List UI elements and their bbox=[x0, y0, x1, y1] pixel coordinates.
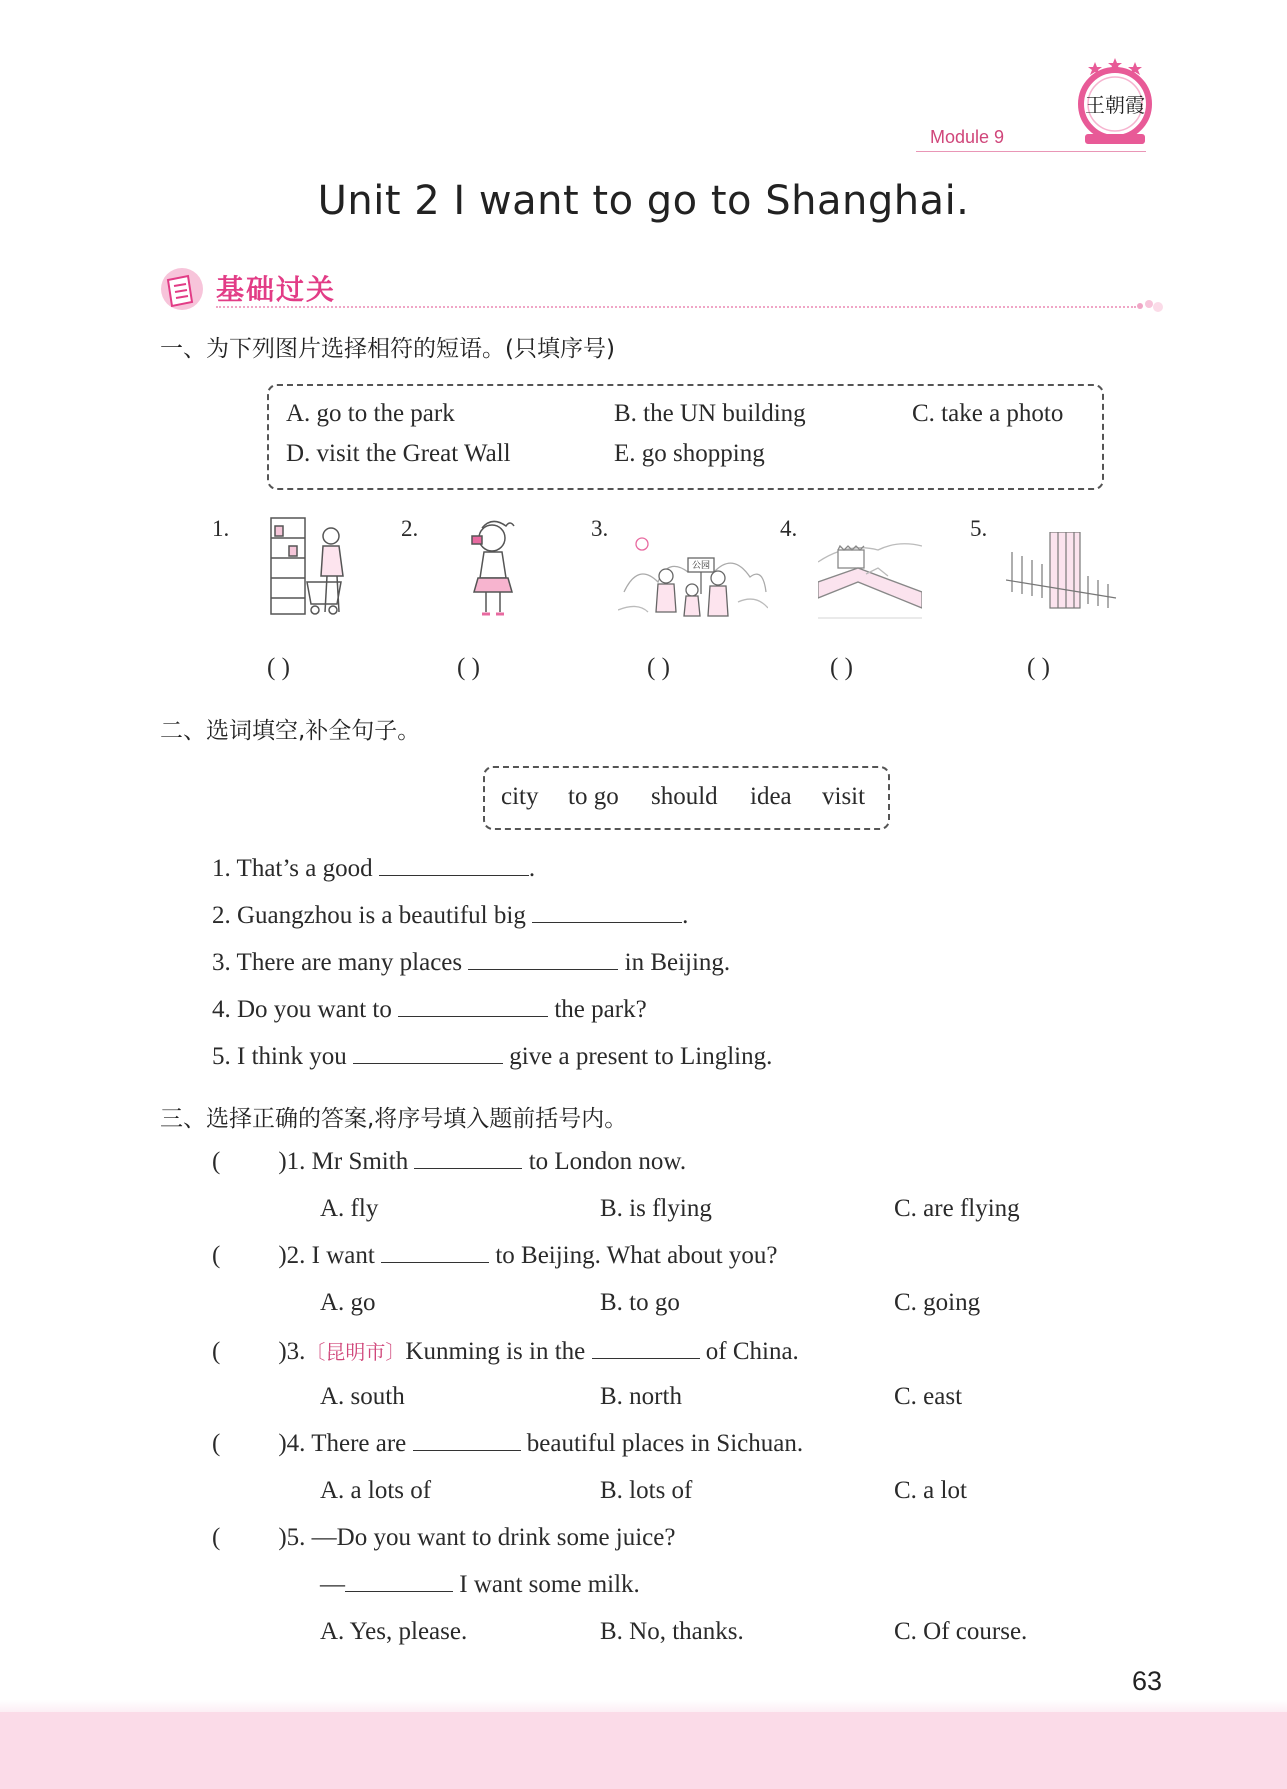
choice-b: B. lots of bbox=[600, 1477, 693, 1504]
word-bank-item: should bbox=[651, 783, 718, 810]
answer-paren-open[interactable]: ( bbox=[212, 1148, 221, 1175]
mc-question-4 bbox=[212, 1430, 803, 1458]
word-bank-item: city bbox=[501, 783, 539, 810]
photo-girl-picture bbox=[448, 512, 544, 622]
footer-band bbox=[0, 1712, 1287, 1789]
choice-c: C. Of course. bbox=[894, 1618, 1028, 1645]
answer-paren[interactable]: ( ) bbox=[457, 654, 480, 681]
option-c: C. take a photo bbox=[912, 400, 1064, 427]
q1-heading: 一、为下列图片选择相符的短语。(只填序号) bbox=[160, 336, 615, 362]
q2-heading: 二、选词填空,补全句子。 bbox=[160, 718, 421, 744]
choice-c: C. going bbox=[894, 1289, 981, 1316]
answer-blank[interactable] bbox=[379, 855, 529, 876]
page-number: 63 bbox=[1132, 1666, 1163, 1696]
question-text: Mr Smith bbox=[311, 1148, 409, 1175]
question-text: —Do you want to drink some juice? bbox=[311, 1524, 676, 1551]
answer-paren-open[interactable]: ( bbox=[212, 1242, 221, 1269]
answer-blank bbox=[381, 1242, 489, 1263]
choice-b: B. is flying bbox=[600, 1195, 712, 1222]
sentence-text: 5. I think you bbox=[212, 1043, 347, 1070]
sentence-text: 4. Do you want to bbox=[212, 996, 392, 1023]
choice-a: A. fly bbox=[320, 1195, 379, 1222]
word-bank-item: idea bbox=[750, 783, 792, 810]
module-label: Module 9 bbox=[930, 127, 1005, 147]
option-a: A. go to the park bbox=[286, 400, 455, 427]
word-bank-item: visit bbox=[822, 783, 866, 810]
question-number: )3. bbox=[278, 1338, 306, 1365]
sentence-text: . bbox=[682, 902, 689, 929]
picture-number: 5. bbox=[970, 516, 988, 541]
answer-blank[interactable] bbox=[532, 902, 682, 923]
great-wall-picture bbox=[818, 532, 922, 622]
answer-blank[interactable] bbox=[353, 1043, 503, 1064]
sentence-text: 2. Guangzhou is a beautiful big bbox=[212, 902, 526, 929]
mc-question-5 bbox=[212, 1524, 675, 1552]
q3-heading: 三、选择正确的答案,将序号填入题前括号内。 bbox=[160, 1106, 628, 1132]
question-text: to London now. bbox=[528, 1148, 687, 1175]
answer-blank[interactable] bbox=[468, 949, 618, 970]
question-text: to Beijing. What about you? bbox=[495, 1242, 778, 1269]
answer-paren-open[interactable]: ( bbox=[212, 1524, 221, 1551]
choice-c: C. are flying bbox=[894, 1195, 1020, 1222]
header-divider bbox=[916, 151, 1146, 152]
fill-sentence-3 bbox=[212, 949, 730, 977]
dash: — bbox=[320, 1571, 345, 1598]
choice-b: B. north bbox=[600, 1383, 682, 1410]
dialogue-reply bbox=[320, 1571, 640, 1599]
publisher-logo bbox=[1075, 58, 1155, 148]
svg-text:王朝霞: 王朝霞 bbox=[1085, 93, 1145, 117]
choice-a: A. Yes, please. bbox=[320, 1618, 468, 1645]
divider-end-dots bbox=[1134, 298, 1164, 314]
sentence-text: . bbox=[528, 855, 536, 882]
picture-number: 4. bbox=[780, 516, 798, 541]
choice-a: A. a lots of bbox=[320, 1477, 432, 1504]
fill-sentence-5 bbox=[212, 1043, 772, 1071]
page-title: Unit 2 I want to go to Shanghai. bbox=[317, 178, 970, 224]
picture-number: 1. bbox=[212, 516, 230, 541]
region-tag: 〔昆明市〕 bbox=[305, 1340, 406, 1364]
picture-number: 3. bbox=[591, 516, 609, 541]
option-e: E. go shopping bbox=[614, 440, 765, 467]
un-building-picture bbox=[1006, 532, 1118, 612]
mc-question-3 bbox=[212, 1336, 799, 1366]
section-icon bbox=[158, 266, 206, 312]
question-text: of China. bbox=[705, 1338, 799, 1365]
fill-sentence-1 bbox=[212, 855, 535, 883]
question-number: )4. bbox=[278, 1430, 306, 1457]
question-number: )1. bbox=[278, 1148, 306, 1175]
answer-paren[interactable]: ( ) bbox=[830, 654, 853, 681]
choice-a: A. south bbox=[320, 1383, 405, 1410]
word-bank-item: to go bbox=[568, 783, 619, 810]
mc-question-2 bbox=[212, 1242, 777, 1270]
answer-paren[interactable]: ( ) bbox=[647, 654, 670, 681]
question-text: There are bbox=[311, 1430, 407, 1457]
fill-sentence-2 bbox=[212, 902, 688, 930]
picture-number: 2. bbox=[401, 516, 419, 541]
shopping-picture bbox=[265, 512, 361, 622]
answer-blank bbox=[413, 1430, 521, 1451]
choice-a: A. go bbox=[320, 1289, 376, 1316]
park-sign: 公园 bbox=[691, 561, 710, 571]
sentence-text: give a present to Lingling. bbox=[509, 1043, 773, 1070]
answer-paren-open[interactable]: ( bbox=[212, 1338, 221, 1365]
question-text: I want bbox=[311, 1242, 375, 1269]
mc-question-1 bbox=[212, 1148, 686, 1176]
answer-paren-open[interactable]: ( bbox=[212, 1430, 221, 1457]
answer-blank bbox=[345, 1571, 453, 1592]
choice-b: B. No, thanks. bbox=[600, 1618, 744, 1645]
question-number: )2. bbox=[278, 1242, 306, 1269]
park-picture bbox=[618, 532, 768, 622]
fill-sentence-4 bbox=[212, 996, 647, 1024]
answer-paren[interactable]: ( ) bbox=[1027, 654, 1050, 681]
option-b: B. the UN building bbox=[614, 400, 806, 427]
option-d: D. visit the Great Wall bbox=[286, 440, 511, 467]
sentence-text: 1. That’s a good bbox=[212, 855, 373, 882]
question-text: I want some milk. bbox=[459, 1571, 640, 1598]
sentence-text: in Beijing. bbox=[624, 949, 731, 976]
section-divider bbox=[216, 306, 1136, 308]
sentence-text: 3. There are many places bbox=[212, 949, 463, 976]
question-text: beautiful places in Sichuan. bbox=[526, 1430, 804, 1457]
answer-blank bbox=[414, 1148, 522, 1169]
answer-blank[interactable] bbox=[398, 996, 548, 1017]
question-text: Kunming is in the bbox=[405, 1338, 586, 1365]
answer-paren[interactable]: ( ) bbox=[267, 654, 290, 681]
choice-c: C. a lot bbox=[894, 1477, 967, 1504]
section-title: 基础过关 bbox=[216, 273, 337, 306]
answer-blank bbox=[592, 1338, 700, 1359]
question-number: )5. bbox=[278, 1524, 306, 1551]
choice-b: B. to go bbox=[600, 1289, 680, 1316]
choice-c: C. east bbox=[894, 1383, 963, 1410]
sentence-text: the park? bbox=[554, 996, 647, 1023]
